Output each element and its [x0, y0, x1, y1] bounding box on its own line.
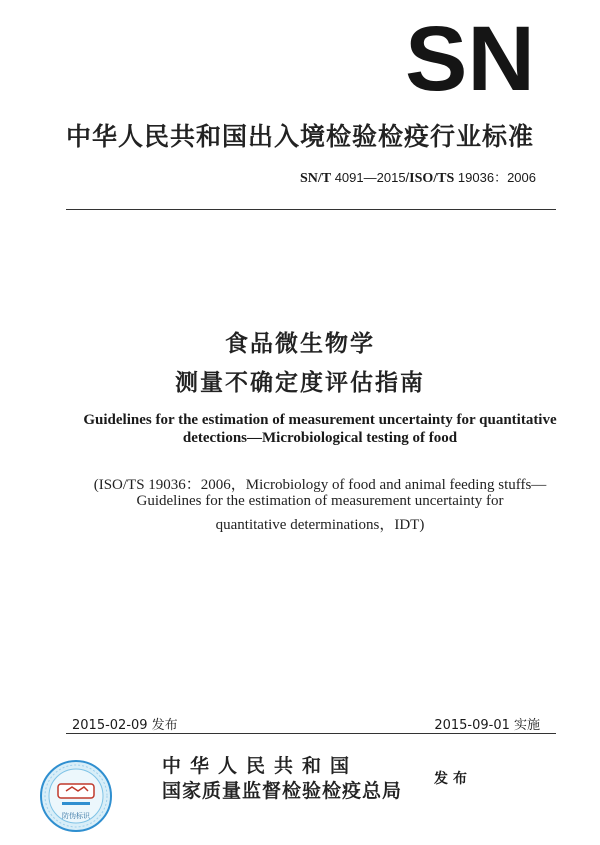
implementation-date: 2015-09-01 实施 [434, 718, 540, 733]
equivalent-standard-line-2: Guidelines for the estimation of measurement uncertainty for [136, 493, 504, 509]
top-divider [66, 209, 556, 210]
title-cn-line-2: 测量不确定度评估指南 [175, 370, 425, 396]
title-en-line-1: Guidelines for the estimation of measurement uncertainty for quantitative [83, 412, 557, 428]
std-number-part-2: 19036：2006 [454, 170, 536, 185]
sn-logo [404, 20, 536, 95]
std-iso: ISO/TS [409, 171, 455, 186]
publish-label: 发布 [434, 771, 472, 787]
equivalent-standard-line-3: quantitative determinations，IDT) [215, 517, 425, 533]
publisher-line-1: 中华人民共和国 [162, 755, 359, 777]
std-prefix: SN/T [299, 171, 332, 186]
issue-date: 2015-02-09 发布 [72, 718, 178, 733]
bottom-divider [66, 733, 556, 734]
anti-counterfeit-seal-icon [38, 758, 114, 834]
std-number-part-1: 4091—2015/ [331, 170, 410, 185]
publisher-line-2: 国家质量监督检验检疫总局 [162, 780, 403, 802]
standard-number [300, 167, 536, 187]
equivalent-standard-line-1: (ISO/TS 19036：2006，Microbiology of food and animal feeding stuffs— [93, 477, 547, 493]
sn-logo-text: SN [405, 20, 535, 95]
title-en-line-2: detections—Microbiological testing of food [182, 430, 458, 446]
agency-title: 中华人民共和国出入境检验检疫行业标准 [66, 122, 535, 151]
seal-label: 防伪标识 [62, 812, 90, 820]
title-cn-line-1: 食品微生物学 [225, 331, 375, 357]
